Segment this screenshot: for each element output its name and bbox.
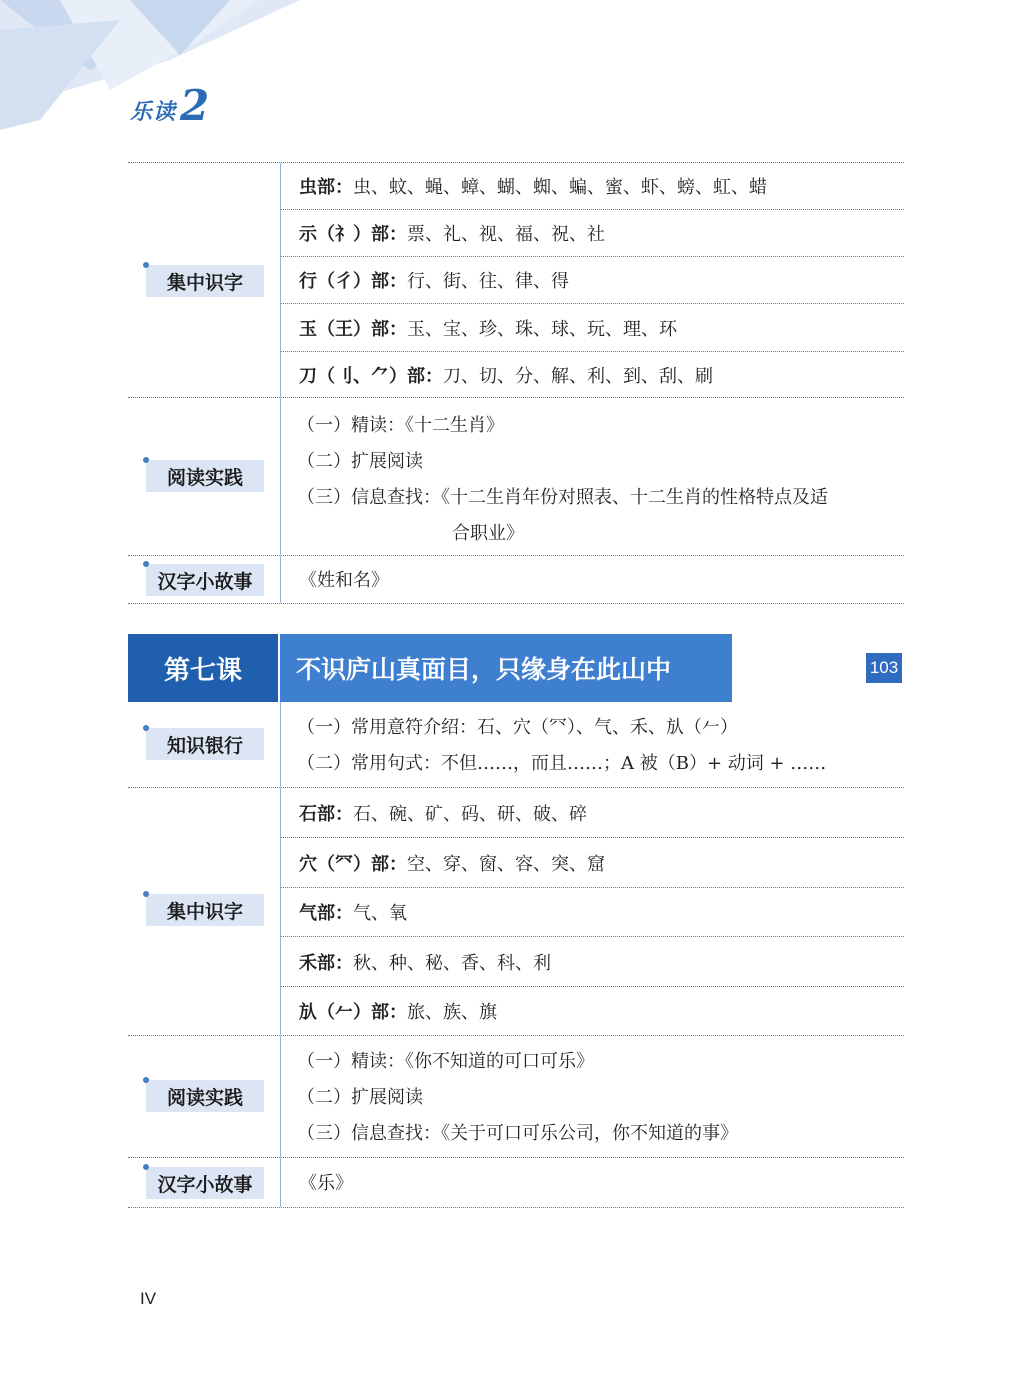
- page-folio: IV: [140, 1289, 157, 1308]
- table-row-yuedu: [128, 398, 904, 556]
- reading-item: （二）扩展阅读: [297, 451, 423, 472]
- page-number-badge: 103: [866, 653, 902, 683]
- radical-row: 石部： 石、碗、矿、码、研、破、碎: [281, 788, 904, 838]
- knowledge-item: （二）常用句式：不但……，而且……；A 被（B）+ 动词 + ……: [297, 753, 827, 774]
- section-label: 汉字小故事: [146, 1167, 264, 1199]
- radical-row: 禾部： 秋、种、秘、香、科、利: [281, 937, 904, 987]
- brand-title: 乐读: [130, 100, 177, 125]
- reading-item: 合职业》: [452, 523, 524, 544]
- lesson-header: [128, 634, 732, 702]
- section-label: 阅读实践: [146, 460, 264, 492]
- section-label: 集中识字: [146, 894, 264, 926]
- lesson-six-table: [128, 162, 904, 604]
- section-label: 集中识字: [146, 265, 264, 297]
- reading-item: （一）精读：《十二生肖》: [297, 415, 504, 436]
- radical-row: 玉（王）部： 玉、宝、珍、珠、球、玩、理、环: [281, 304, 904, 352]
- table-row-zhishi: [128, 702, 904, 788]
- table-row-yuedu: [128, 1036, 904, 1158]
- story-title: 《乐》: [299, 1173, 353, 1194]
- table-row-jizhong: [128, 162, 904, 398]
- section-label: 汉字小故事: [146, 564, 264, 596]
- table-row-gushi: [128, 556, 904, 604]
- reading-item: （三）信息查找：《关于可口可乐公司，你不知道的事》: [297, 1123, 738, 1144]
- radical-row: 刀（刂、⺈）部： 刀、切、分、解、利、到、刮、刷: [299, 365, 713, 387]
- lesson-title: 不识庐山真面目，只缘身在此山中: [280, 634, 732, 702]
- lesson-number: 第七课: [128, 634, 278, 702]
- radical-row: 㫃（𠂉）部： 旅、族、旗: [299, 1001, 497, 1023]
- brand-volume: 2: [180, 81, 210, 130]
- reading-item: （三）信息查找：《十二生肖年份对照表、十二生肖的性格特点及适: [297, 487, 828, 508]
- radical-row: 行（彳）部： 行、街、往、律、得: [281, 257, 904, 304]
- story-title: 《姓和名》: [299, 570, 389, 591]
- radical-row: 示（礻）部： 票、礼、视、福、祝、社: [281, 210, 904, 257]
- section-label: 知识银行: [146, 728, 264, 760]
- knowledge-item: （一）常用意符介绍：石、穴（⺳）、气、禾、㫃（𠂉）: [297, 717, 738, 738]
- table-row-gushi: [128, 1158, 904, 1208]
- reading-item: （一）精读：《你不知道的可口可乐》: [297, 1051, 594, 1072]
- reading-item: （二）扩展阅读: [297, 1087, 423, 1108]
- radical-row: 虫部： 虫、蚊、蝇、蟑、蝴、蜘、蝙、蜜、虾、螃、虹、蜡: [281, 163, 904, 210]
- lesson-seven-table: [128, 702, 904, 1208]
- section-label: 阅读实践: [146, 1080, 264, 1112]
- table-row-jizhong: [128, 788, 904, 1036]
- radical-row: 气部： 气、氧: [281, 888, 904, 937]
- series-brand: [130, 81, 210, 130]
- radical-row: 穴（⺳）部： 空、穿、窗、容、突、窟: [281, 838, 904, 888]
